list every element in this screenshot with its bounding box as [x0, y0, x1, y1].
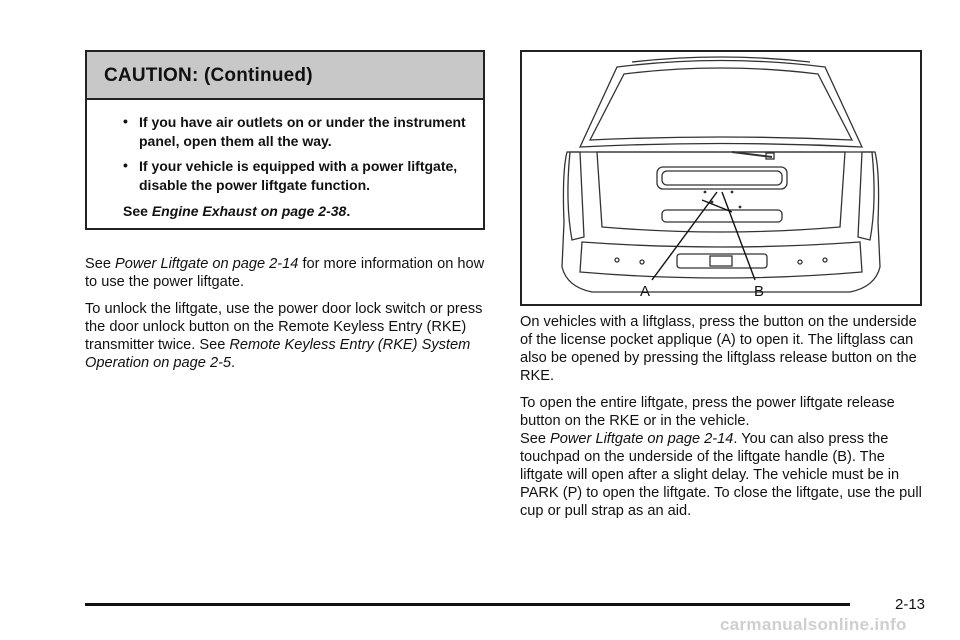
paragraph-text: . You can also press the touchpad on the underside of the liftgate handle (B). The liftgate will open after a slight delay. The vehicle must be in PARK (P) to open the liftgate. To close the liftgate, use the pull cup or pull strap as an aid. [520, 431, 922, 519]
caution-bullet-text: If you have air outlets on or under the instrument panel, open them all the way. [139, 114, 466, 149]
see-label: See [123, 203, 148, 219]
bullet-icon: • [123, 157, 128, 173]
page-number: 2-13 [895, 596, 926, 613]
paragraph [520, 394, 925, 520]
caution-bullet-text: If your vehicle is equipped with a power liftgate, disable the power liftgate function. [139, 158, 458, 193]
left-column-text [85, 255, 490, 381]
cross-reference-link[interactable]: Engine Exhaust on page 2-38 [151, 203, 347, 219]
caution-bullet [123, 157, 473, 195]
paragraph [85, 255, 490, 291]
right-column-text [520, 313, 925, 529]
paragraph-text: for more information on how to use the power liftgate. [85, 256, 485, 290]
caution-body [87, 100, 483, 221]
callout-label-b: B [754, 283, 765, 300]
liftgate-drawing [522, 52, 920, 304]
caution-box [85, 50, 485, 230]
paragraph-text: To open the entire liftgate, press the power liftgate release button on the RKE or in the vehicle. [520, 395, 895, 429]
caution-see-line [123, 202, 473, 221]
punctuation: . [346, 203, 351, 219]
cross-reference-link[interactable]: Power Liftgate on page 2-14 [550, 431, 734, 447]
paragraph [85, 300, 490, 372]
paragraph: On vehicles with a liftglass, press the button on the underside of the license pocket applique (A) to open it. The liftglass can also be opened by pressing the liftglass release button on the RKE. [520, 314, 917, 384]
paragraph-text: To unlock the liftgate, use the power door lock switch or press the door unlock button on the Remote Keyless Entry (RKE) transmitter twice. See [85, 301, 483, 353]
see-label: See [520, 431, 546, 447]
punctuation: . [231, 355, 236, 371]
callout-label-a: A [640, 283, 651, 300]
footer-rule [85, 603, 850, 606]
caution-bullet [123, 113, 473, 151]
see-label: See [85, 256, 111, 272]
caution-title: CAUTION: (Continued) [87, 52, 483, 100]
watermark: carmanualsonline.info [720, 615, 907, 634]
bullet-icon: • [123, 113, 128, 129]
liftgate-illustration [520, 50, 922, 306]
cross-reference-link[interactable]: Remote Keyless Entry (RKE) System Operation on page 2-5 [85, 337, 471, 371]
cross-reference-link[interactable]: Power Liftgate on page 2-14 [115, 256, 299, 272]
